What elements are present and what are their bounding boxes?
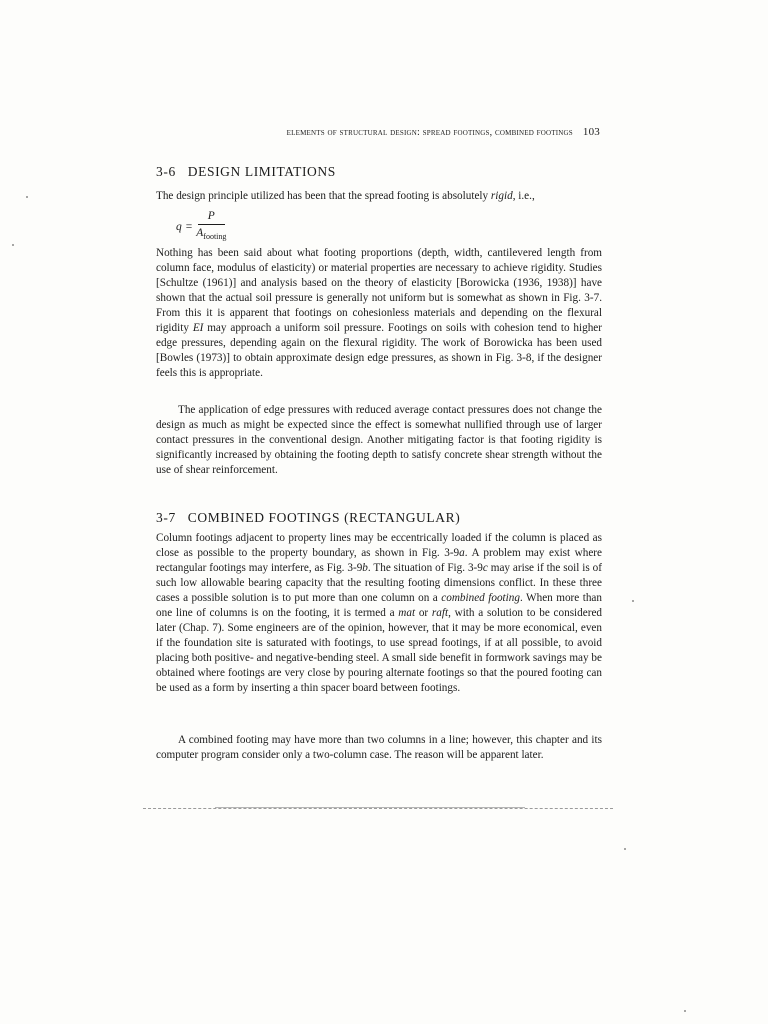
section-title: DESIGN LIMITATIONS [187,164,336,179]
page-bottom-rule-faint [215,807,525,808]
equation-fraction [196,210,226,244]
emphasis-combined-footing: combined footing [441,592,520,604]
scan-speck [684,1010,686,1012]
section-heading-3-7 [156,510,460,526]
scan-speck [12,244,14,246]
running-head-title: elements of structural design: spread footings, combined footings [286,127,573,138]
text-run: may approach a uniform soil pressure. Footings on soils with cohesion tend to higher edge pressures, depending again on the flexural rigidity. The work of Borowicka has been used [Bowles (1973)] to obtain approximate design edge pressures, as shown in Fig. 3-8, if the designer feels this is appropriate. [156,322,602,379]
section-title: COMBINED FOOTINGS (RECTANGULAR) [187,510,461,525]
paragraph-intro [156,189,602,204]
section-heading-3-6 [156,164,336,180]
text-run: , i.e., [512,190,535,202]
paragraph-column-footings [156,531,602,696]
equation-denominator-symbol: A [196,227,204,239]
text-run: Column footings adjacent to property lines may be eccentrically loaded if the column is placed as close as possible to the property boundary, as shown in Fig. 3-9 [156,532,602,559]
text-run: . A problem may exist where rectangular footings may interfere, as Fig. 3-9 [156,547,602,574]
text-run: . The situation of Fig. 3-9 [367,562,483,574]
text-run: Nothing has been said about what footing proportions (depth, width, cantilevered length from column face, modulus of elasticity) or material properties are necessary to achieve rigidity. Studies [Schultze (1961)] and analysis based on the theory of elasticity [Borowicka (1936, 1938)] have shown that the actual soil pressure is generally not uniform but is somewhat as shown in Fig. 3-7. From this it is apparent that footings on cohesionless materials and depending on the flexural rigidity [156,247,602,334]
equation-denominator-subscript: footing [203,232,227,241]
figure-letter: a [459,547,465,559]
scan-speck [26,196,28,198]
emphasis-rigid: rigid [490,190,513,202]
paragraph-combined-footing: A combined footing may have more than two columns in a line; however, this chapter and its computer program consider only a two-column case. The reason will be apparent later. [156,734,602,761]
equation-lhs: q [176,221,182,233]
emphasis-ei: EI [192,322,204,334]
emphasis-mat: mat [398,607,416,619]
paragraph-edge-pressures: The application of edge pressures with reduced average contact pressures does not change the design as much as might be expected since the effect is somewhat nullified through use of larger contact pressures in the conventional design. Another mitigating factor is that footing rigidity is significantly increased by obtaining the footing depth to satisfy concrete shear strength without the use of shear reinforcement. [156,404,602,476]
scan-speck [624,848,626,850]
equation-denominator [196,225,226,244]
emphasis-raft: raft [431,607,449,619]
section-number: 3-6 [156,164,176,179]
page-number: 103 [582,126,600,138]
equation-numerator: P [198,210,225,225]
scan-speck [632,600,634,602]
page-bottom-rule [143,808,613,809]
text-run: The design principle utilized has been that the spread footing is absolutely [156,190,491,202]
figure-letter: b [362,562,368,574]
figure-letter: c [482,562,488,574]
paragraph-rigidity [156,246,602,381]
text-run: or [415,607,432,619]
section-number: 3-7 [156,510,176,525]
equation-equals: = [185,221,193,233]
running-head [240,126,600,138]
text-run: may arise if the soil is of such low allowable bearing capacity that the resulting footing dimensions conflict. In these three cases a possible solution is to put more than one column on a [156,562,602,604]
text-run: . When more than one line of columns is on the footing, it is termed a [156,592,602,619]
text-run: , with a solution to be considered later (Chap. 7). Some engineers are of the opinion, however, that it may be more economical, even if the foundation site is saturated with footings, to use spread footings, if at all possible, to avoid placing both positive- and negative-bending steel. A small side benefit in formwork savings may be obtained where footings are very close by pouring alternate footings so that the poured footing can be used as a form by inserting a thin spacer board between footings. [156,607,602,694]
equation-soil-pressure [176,210,226,244]
